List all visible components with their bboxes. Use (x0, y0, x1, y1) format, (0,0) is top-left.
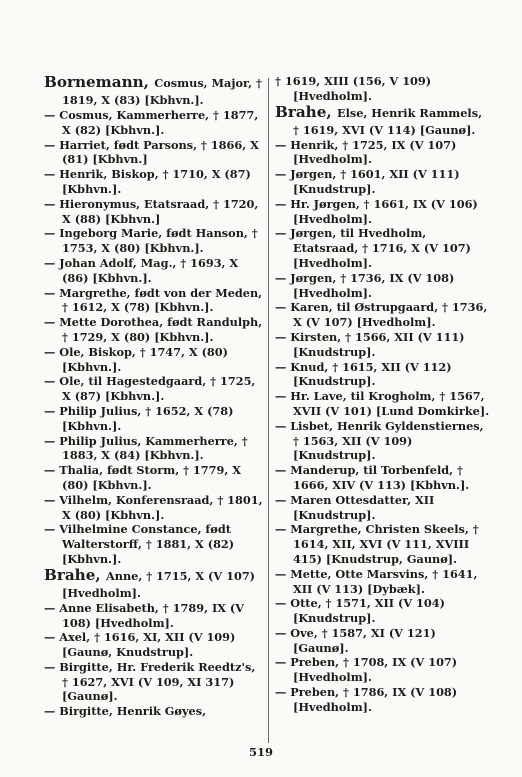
index-entry (44, 434, 264, 464)
index-entry (44, 226, 264, 256)
index-entry (275, 300, 490, 330)
index-entry (275, 360, 490, 390)
entry-text: — Lisbet, Henrik Gyldenstiernes, † 1563, XII (V 109) [Knudstrup]. (275, 418, 484, 463)
entry-text: — Hr. Lave, til Krogholm, † 1567, XVII (V 101) [Lund Domkirke]. (275, 389, 490, 418)
entry-text: — Vilhelmine Constance, født Walterstorff, † 1881, X (82) [Kbhvn.]. (44, 522, 235, 566)
entry-text: — Hr. Jørgen, † 1661, IX (V 106) [Hvedholm]. (275, 196, 478, 226)
index-heading-entry (275, 104, 490, 138)
index-heading-entry (44, 567, 264, 601)
entry-text: — Harriet, født Parsons, † 1866, X (81) [Kbhvn.] (44, 137, 259, 167)
entry-text: — Maren Ottesdatter, XII [Knudstrup]. (275, 492, 435, 522)
entry-text: — Hieronymus, Etatsraad, † 1720, X (88) [Kbhvn.] (44, 196, 259, 226)
entry-text: — Margrethe, Christen Skeels, † 1614, XII, XVI (V 111, XVIII 415) [Knudstrup, Gaunø]. (275, 522, 479, 566)
entry-text: — Vilhelm, Konferensraad, † 1801, X (80) [Kbhvn.]. (44, 492, 263, 522)
index-entry (275, 626, 490, 656)
index-entry (44, 601, 264, 631)
index-entry (44, 704, 264, 719)
entry-text: — Knud, † 1615, XII (V 112) [Knudstrup]. (275, 359, 452, 389)
entry-text: — Thalia, født Storm, † 1779, X (80) [Kbhvn.]. (44, 463, 241, 492)
entry-text: — Karen, til Østrupgaard, † 1736, X (V 107) [Hvedholm]. (275, 300, 488, 330)
entry-text: — Margrethe, født von der Meden, † 1612, X (78) [Kbhvn.]. (44, 285, 263, 315)
index-entry (44, 138, 264, 168)
left-column (44, 74, 264, 719)
entry-text: † 1619, XIII (156, V 109) [Hvedholm]. (275, 74, 432, 103)
surname-heading: Bornemann, (44, 73, 149, 91)
index-entry (44, 345, 264, 375)
entry-text: — Preben, † 1708, IX (V 107) [Hvedholm]. (275, 655, 458, 685)
surname-heading: Brahe, (275, 102, 332, 121)
entry-text: — Ole, Biskop, † 1747, X (80) [Kbhvn.]. (44, 344, 228, 374)
index-entry (275, 389, 490, 419)
entry-text: — Jørgen, † 1736, IX (V 108) [Hvedholm]. (275, 270, 455, 300)
entry-text: — Otte, † 1571, XII (V 104) [Knudstrup]. (275, 596, 445, 626)
index-entry (44, 197, 264, 227)
index-entry (44, 404, 264, 434)
index-entry (275, 74, 490, 104)
index-entry (44, 660, 264, 704)
entry-text: — Axel, † 1616, XI, XII (V 109) [Gaunø, Knudstrup]. (44, 630, 236, 660)
index-entry (275, 419, 490, 463)
index-entry (44, 374, 264, 404)
entry-text: — Cosmus, Kammerherre, † 1877, X (82) [Kbhvn.]. (44, 108, 259, 137)
entry-text: — Birgitte, Henrik Gøyes, (44, 704, 207, 719)
index-entry (275, 655, 490, 685)
entry-text: — Birgitte, Hr. Frederik Reedtz's, † 1627, XVI (V 109, XI 317) [Gaunø]. (44, 659, 256, 704)
index-entry (275, 167, 490, 197)
index-entry (275, 197, 490, 227)
index-entry (44, 286, 264, 316)
entry-text: — Philip Julius, Kammerherre, † 1883, X (84) [Kbhvn.]. (44, 433, 248, 463)
index-entry (275, 596, 490, 626)
entry-text: — Jørgen, til Hvedholm, Etatsraad, † 1716, X (V 107) [Hvedholm]. (275, 226, 471, 270)
entry-text: — Mette, Otte Marsvins, † 1641, XII (V 113) [Dybæk]. (275, 566, 478, 596)
column-divider (268, 78, 269, 743)
entry-text: — Jørgen, † 1601, XII (V 111) [Knudstrup]. (275, 167, 460, 196)
entry-text: — Johan Adolf, Mag., † 1693, X (86) [Kbhvn.]. (44, 255, 239, 285)
index-entry (275, 493, 490, 523)
entry-text: Anne, † 1715, X (V 107) [Hvedholm]. (62, 568, 256, 600)
entry-text: — Ingeborg Marie, født Hanson, † 1753, X (80) [Kbhvn.]. (44, 226, 258, 256)
index-entry (275, 463, 490, 493)
right-column (275, 74, 490, 715)
entry-text: — Philip Julius, † 1652, X (78) [Kbhvn.]. (44, 403, 234, 433)
entry-text: — Kirsten, † 1566, XII (V 111) [Knudstrup]. (275, 329, 465, 359)
surname-heading: Brahe, (44, 565, 101, 584)
entry-text: — Manderup, til Torbenfeld, † 1666, XIV (V 113) [Kbhvn.]. (275, 463, 470, 492)
entry-text: — Preben, † 1786, IX (V 108) [Hvedholm]. (275, 685, 458, 714)
index-entry (275, 138, 490, 168)
index-entry (44, 108, 264, 138)
entry-text: — Henrik, † 1725, IX (V 107) [Hvedholm]. (275, 137, 457, 167)
entry-text: — Anne Elisabeth, † 1789, IX (V 108) [Hvedholm]. (44, 600, 245, 630)
index-entry (275, 330, 490, 360)
index-entry (44, 315, 264, 345)
index-entry (275, 271, 490, 301)
entry-text: — Ove, † 1587, XI (V 121) [Gaunø]. (275, 625, 436, 655)
page-number: 519 (248, 745, 273, 759)
index-entry (275, 522, 490, 566)
index-entry (275, 567, 490, 597)
index-entry (275, 226, 490, 270)
entry-text: Cosmus, Major, † 1819, X (83) [Kbhvn.]. (62, 76, 262, 107)
index-entry (44, 493, 264, 523)
index-entry (44, 630, 264, 660)
index-entry (44, 256, 264, 286)
entry-text: — Henrik, Biskop, † 1710, X (87) [Kbhvn.]. (44, 167, 251, 196)
index-entry (275, 685, 490, 715)
index-entry (44, 522, 264, 566)
index-entry (44, 463, 264, 493)
entry-text: Else, Henrik Rammels, † 1619, XVI (V 114) [Gaunø]. (293, 105, 483, 137)
index-entry (44, 167, 264, 197)
entry-text: — Mette Dorothea, født Randulph, † 1729, X (80) [Kbhvn.]. (44, 315, 263, 344)
entry-text: — Ole, til Hagestedgaard, † 1725, X (87) [Kbhvn.]. (44, 374, 256, 404)
index-heading-entry (44, 74, 264, 108)
